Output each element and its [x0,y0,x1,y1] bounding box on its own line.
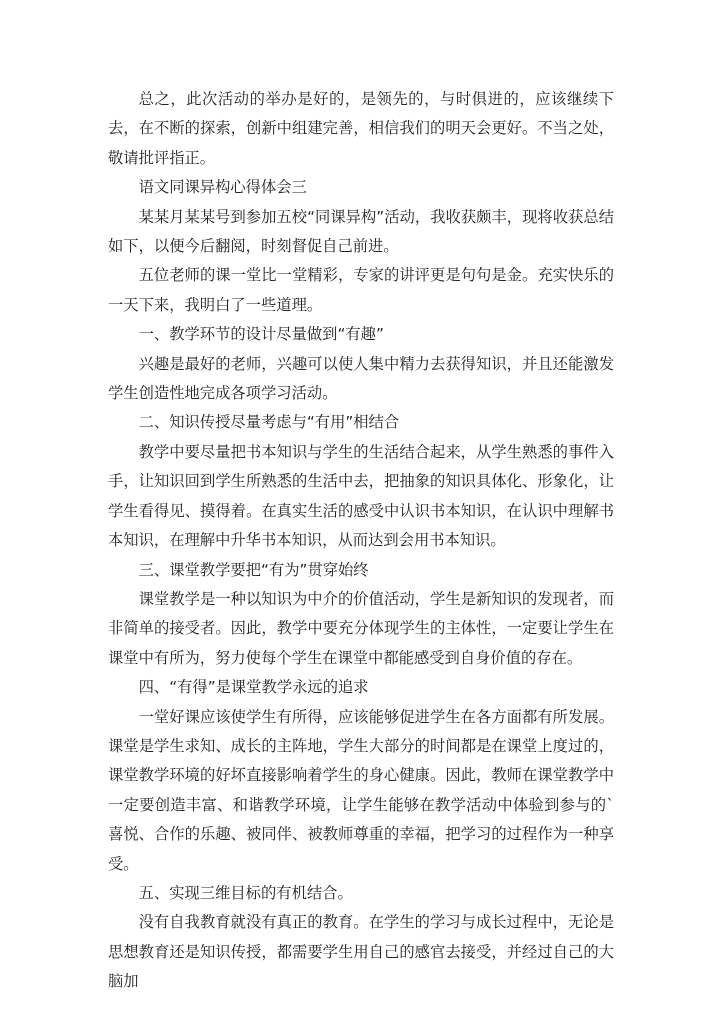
paragraph-summary: 五位老师的课一堂比一堂精彩，专家的讲评更是句句是金。充实快乐的一天下来，我明白了一些道理。 [108,266,614,314]
paragraph-point-4: 一堂好课应该使学生有所得，应该能够促进学生在各方面都有所发展。课堂是学生求知、成长的主阵地，学生大部分的时间都是在课堂上度过的，课堂教学环境的好坏直接影响着学生的身心健康。因此，教师在课堂教学中一定要创造丰富、和谐教学环境，让学生能够在教学活动中体验到参与的`喜悦、合作的乐趣、被同伴、被教师尊重的幸福，把学习的过程作为一种享受。 [108,707,614,873]
paragraph-point-2: 教学中要尽量把书本知识与学生的生活结合起来，从学生熟悉的事件入手，让知识回到学生所熟悉的生活中去，把抽象的知识具体化、形象化，让学生看得见、摸得着。在真实生活的感受中认识书本知识，在认识中理解书本知识，在理解中升华书本知识，从而达到会用书本知识。 [108,442,614,550]
document-page [108,85,614,997]
heading-point-4: 四、“有得”是课堂教学永远的追求 [138,678,369,697]
heading-point-1: 一、教学环节的设计尽量做到“有趣” [138,325,384,344]
heading-point-5: 五、实现三维目标的有机结合。 [138,883,353,902]
heading-point-2: 二、知识传授尽量考虑与“有用”相结合 [138,413,400,432]
paragraph-point-3: 课堂教学是一种以知识为中介的价值活动，学生是新知识的发现者，而非简单的接受者。因此，教学中要充分体现学生的主体性，一定要让学生在课堂中有所为，努力使每个学生在课堂中都能感受到自身价值的存在。 [108,589,614,667]
paragraph-conclusion: 总之，此次活动的举办是好的，是领先的，与时俱进的，应该继续下去，在不断的探索，创新中组建完善，相信我们的明天会更好。不当之处，敬请批评指正。 [108,90,614,167]
paragraph-point-1: 兴趣是最好的老师，兴趣可以使人集中精力去获得知识，并且还能激发学生创造性地完成各项学习活动。 [108,354,614,403]
heading-point-3: 三、课堂教学要把“有为”贯穿始终 [138,560,369,579]
paragraph-intro: 某某月某某号到参加五校“同课异构”活动，我收获颇丰，现将收获总结如下，以便今后翻阅，时刻督促自己前进。 [108,207,614,256]
section-title: 语文同课异构心得体会三 [138,178,307,197]
paragraph-point-5: 没有自我教育就没有真正的教育。在学生的学习与成长过程中，无论是思想教育还是知识传授，都需要学生用自己的感官去接受，并经过自己的大脑加 [108,913,614,991]
